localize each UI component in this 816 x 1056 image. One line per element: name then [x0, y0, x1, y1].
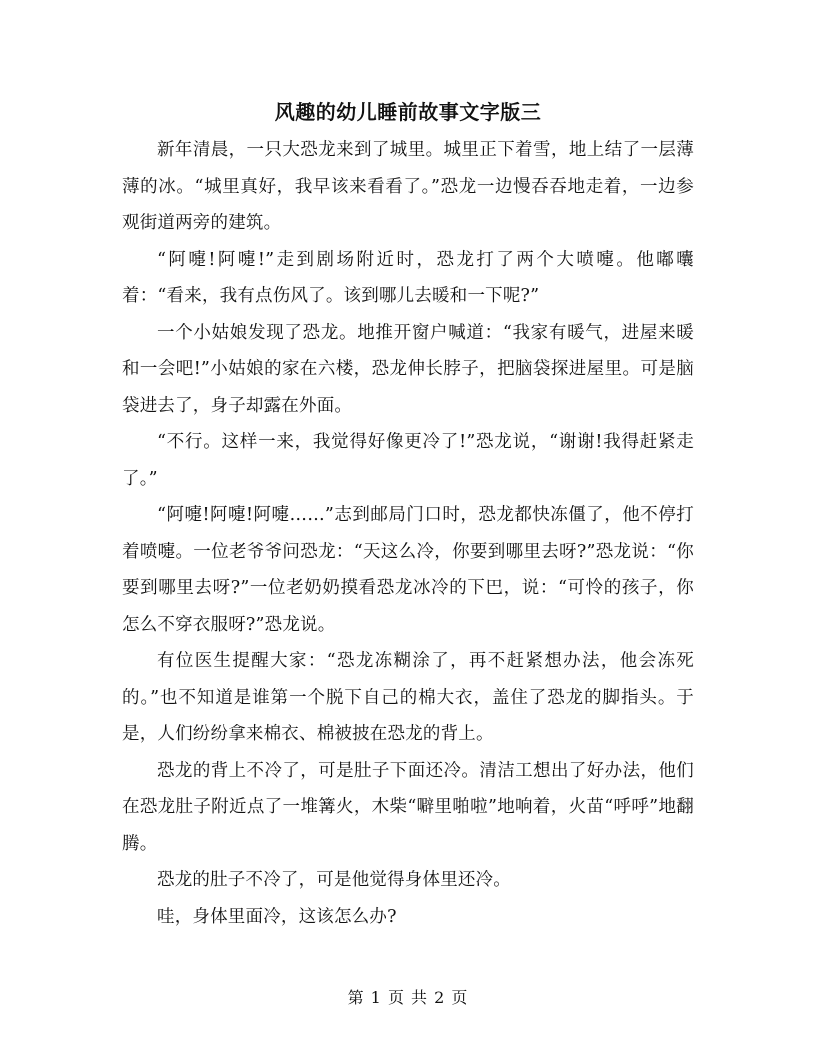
paragraph: 恐龙的肚子不冷了，可是他觉得身体里还冷。 [157, 870, 511, 890]
paragraph: “不行。这样一来，我觉得好像更冷了!”恐龙说，“谢谢!我得赶紧走了。” [122, 432, 694, 489]
paragraph: 哇，身体里面冷，这该怎么办? [157, 906, 397, 927]
paragraph: 恐龙的背上不冷了，可是肚子下面还冷。清洁工想出了好办法，他们在恐龙肚子附近点了一堆篝火，木柴“噼里啪啦”地响着，火苗“呼呼”地翻腾。 [122, 760, 694, 854]
paragraph: “阿嚏!阿嚏!阿嚏……”志到邮局门口时，恐龙都快冻僵了，他不停打着喷嚏。一位老爷爷问恐龙：“天这么冷，你要到哪里去呀?”恐龙说：“你要到哪里去呀?”一位老奶奶摸看恐龙冰冷的下巴，说：“可怜的孩子，你怎么不穿衣服呀?”恐龙说。 [122, 505, 694, 635]
story-body [122, 132, 694, 935]
paragraph: 一个小姑娘发现了恐龙。地推开窗户喊道：“我家有暖气，进屋来暖和一会吧!”小姑娘的家在六楼，恐龙伸长脖子，把脑袋探进屋里。可是脑袋进去了，身子却露在外面。 [122, 322, 694, 416]
paragraph: “阿嚏!阿嚏!”走到剧场附近时，恐龙打了两个大喷嚏。他嘟囔着：“看来，我有点伤风了。该到哪儿去暖和一下呢?” [122, 249, 694, 306]
paragraph: 新年清晨，一只大恐龙来到了城里。城里正下着雪，地上结了一层薄薄的冰。“城里真好，我早该来看看了。”恐龙一边慢吞吞地走着，一边参观街道两旁的建筑。 [122, 140, 694, 233]
page-footer: 第 1 页 共 2 页 [347, 988, 469, 1007]
paragraph: 有位医生提醒大家：“恐龙冻糊涂了，再不赶紧想办法，他会冻死的。”也不知道是谁第一个脱下自己的棉大衣，盖住了恐龙的脚指头。于是，人们纷纷拿来棉衣、棉被披在恐龙的背上。 [122, 651, 694, 744]
page-title: 风趣的幼儿睡前故事文字版三 [274, 100, 542, 124]
